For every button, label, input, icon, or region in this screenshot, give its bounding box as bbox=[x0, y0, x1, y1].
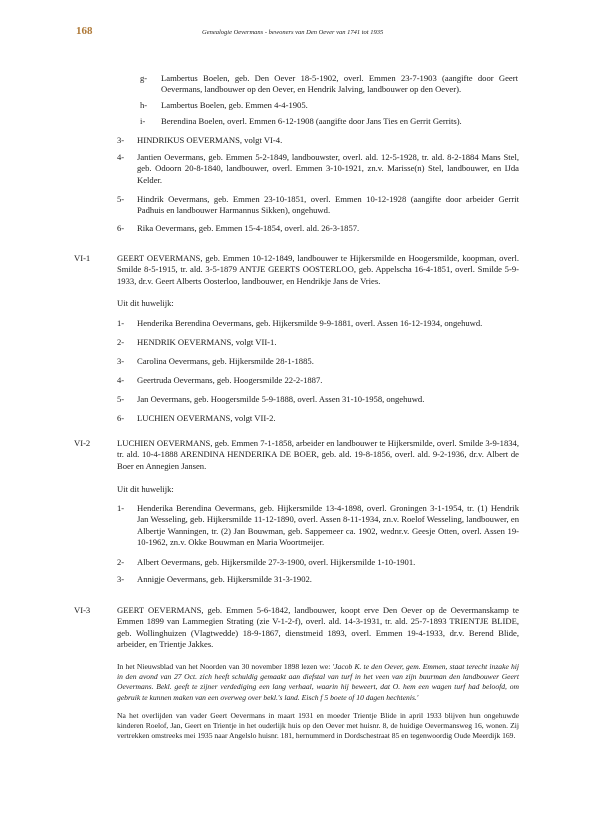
list-item-text: HENDRIK OEVERMANS, volgt VII-1. bbox=[137, 337, 277, 347]
list-marker: 3- bbox=[117, 356, 125, 366]
list-item-text: Lambertus Boelen, geb. Den Oever 18-5-1902, overl. Emmen 23-7-1903 (aangifte door Geert Oevermans, landbouwer op den Oever, en Hendrik Jalving, landbouwer op den Oever). bbox=[161, 73, 518, 95]
list-item-text: Rika Oevermans, geb. Emmen 15-4-1854, overl. ald. 26-3-1857. bbox=[137, 223, 360, 233]
list-marker: 4- bbox=[117, 152, 125, 162]
list-marker: 3- bbox=[117, 135, 125, 145]
list-item-text: Berendina Boelen, overl. Emmen 6-12-1908 (aangifte door Jans Ties en Gerrit Gerrits). bbox=[161, 116, 462, 126]
list-marker: 2- bbox=[117, 557, 125, 567]
list-item-text: Jan Oevermans, geb. Hoogersmilde 5-9-1888, overl. Assen 31-10-1958, ongehuwd. bbox=[137, 394, 425, 404]
list-marker: 6- bbox=[117, 413, 125, 423]
list-item-text: Geertruda Oevermans, geb. Hoogersmilde 22-2-1887. bbox=[137, 375, 323, 385]
list-item-text: Carolina Oevermans, geb. Hijkersmilde 28-1-1885. bbox=[137, 356, 314, 366]
list-item-text: Jantien Oevermans, geb. Emmen 5-2-1849, landbouwster, overl. ald. 12-5-1928, tr. ald. 8-2-1884 Mans Stel, geb. Odoorn 20-8-1840, landbouwer, overl. Emmen 3-10-1921, zn.v. Marisse(n) Stel, landbouwer, en IJda Kelder. bbox=[137, 152, 519, 185]
section-paragraph: GEERT OEVERMANS, geb. Emmen 10-12-1849, landbouwer te Hijkersmilde en Hoogersmilde, koopman, overl. Smilde 8-5-1915, tr. ald. 3-5-1879 ANTJE GEERTS OOSTERLOO, geb. Appelscha 16-4-1851, overl. Smilde 5-9-1933, dr.v. Geert Alberts Oosterloo, landbouwer, en Hendrikje Jans de Vries. bbox=[117, 253, 519, 286]
marriage-intro: Uit dit huwelijk: bbox=[117, 484, 174, 494]
page-number: 168 bbox=[76, 25, 93, 37]
marriage-intro: Uit dit huwelijk: bbox=[117, 298, 174, 308]
list-item-text: LUCHIEN OEVERMANS, volgt VII-2. bbox=[137, 413, 276, 423]
list-marker: 5- bbox=[117, 394, 125, 404]
list-marker: g- bbox=[140, 73, 148, 83]
list-marker: 5- bbox=[117, 194, 125, 204]
note-intro: In het Nieuwsblad van het Noorden van 30 november 1898 lezen we: bbox=[117, 662, 333, 671]
note-quote: 'Jacob K. te den Oever, gem. Emmen, staat terecht inzake hij in den avond van 27 Oct. zich heeft schuldig gemaakt aan diefstal van turf in het veen van zijn buurman den landbouwer Geert Oevermans. Bekl. geeft te zijner verdediging een lang verhaal, waarin hij beweert, dat O. hem een wagen turf had beloofd, om gebruik te kunnen maken van een overweg over bekl.'s land. Eisch f 5 boete of 10 dagen hechtenis.' bbox=[117, 662, 519, 702]
section-paragraph: GEERT OEVERMANS, geb. Emmen 5-6-1842, landbouwer, koopt erve Den Oever op de Oevermanskamp te Emmen 1899 van Lammegien Strating (zie V-1-2-f), overl. ald. 14-3-1931, tr. ald. 25-7-1893 TRIENTJE BLIDE, geb. Wollinghuizen (Vlagtwedde) 18-9-1867, dienstmeid 1893, overl. Emmen 19-4-1933, dr.v. Berend Blide, arbeider, en Trientje Jakkes. bbox=[117, 605, 519, 650]
list-marker: 1- bbox=[117, 318, 125, 328]
list-item-text: Lambertus Boelen, geb. Emmen 4-4-1905. bbox=[161, 100, 308, 110]
list-marker: 4- bbox=[117, 375, 125, 385]
list-item-text: Henderika Berendina Oevermans, geb. Hijkersmilde 13-4-1898, overl. Groningen 3-1-1954, tr. (1) Hendrik Jan Wesseling, geb. Hijkersmilde 11-12-1890, overl. Assen 8-11-1934, zn.v. Roelof Wesseling, landbouwer, en Albertje Wanningen, tr. (2) Jan Bouwman, geb. Sappemeer ca. 1902, wednr.v. Geesje Otten, overl. Assen 19-10-1962, zn.v. Okke Bouwman en Maria Woortmeijer. bbox=[137, 503, 519, 548]
family-note: Na het overlijden van vader Geert Oevermans in maart 1931 en moeder Trientje Blide in april 1933 blijven hun ongehuwde kinderen Roelof, Jan, Geert en Trientje in het ouderlijk huis op den Oever met huisnr. 8, de huidige Oevermansweg 16, wonen. Zij vertrekken omstreeks mei 1935 naar Angelslo huisnr. 181, hernummerd in Dordschestraat 85 en tegenwoordig Oude Meerdijk 169. bbox=[117, 711, 519, 741]
generation-label: VI-1 bbox=[74, 253, 91, 263]
list-marker: 3- bbox=[117, 574, 125, 584]
list-item-text: Hindrik Oevermans, geb. Emmen 23-10-1851, overl. Emmen 10-12-1928 (aangifte door arbeider Gerrit Padhuis en landbouwer Harmannus Sikken), ongehuwd. bbox=[137, 194, 519, 216]
generation-label: VI-3 bbox=[74, 605, 91, 615]
list-item-text: HINDRIKUS OEVERMANS, volgt VI-4. bbox=[137, 135, 283, 145]
list-item-text: Albert Oevermans, geb. Hijkersmilde 27-3-1900, overl. Hijkersmilde 1-10-1901. bbox=[137, 557, 416, 567]
section-paragraph: LUCHIEN OEVERMANS, geb. Emmen 7-1-1858, arbeider en landbouwer te Hijkersmilde, overl. Smilde 3-9-1834, tr. ald. 10-4-1888 ARENDINA HENDERIKA DE BOER, geb. ald. 19-8-1856, overl. ald. 9-2-1936, dr.v. Albert de Boer en Annegien Jansen. bbox=[117, 438, 519, 471]
generation-label: VI-2 bbox=[74, 438, 91, 448]
list-marker: 6- bbox=[117, 223, 125, 233]
list-item-text: Henderika Berendina Oevermans, geb. Hijkersmilde 9-9-1881, overl. Assen 16-12-1934, ongehuwd. bbox=[137, 318, 483, 328]
running-header-title: Genealogie Oevermans - bewoners van Den Oever van 1741 tot 1935 bbox=[202, 29, 384, 36]
list-item-text: Annigje Oevermans, geb. Hijkersmilde 31-3-1902. bbox=[137, 574, 312, 584]
list-marker: 2- bbox=[117, 337, 125, 347]
list-marker: h- bbox=[140, 100, 148, 110]
list-marker: i- bbox=[140, 116, 146, 126]
list-marker: 1- bbox=[117, 503, 125, 513]
newspaper-note bbox=[117, 662, 519, 703]
